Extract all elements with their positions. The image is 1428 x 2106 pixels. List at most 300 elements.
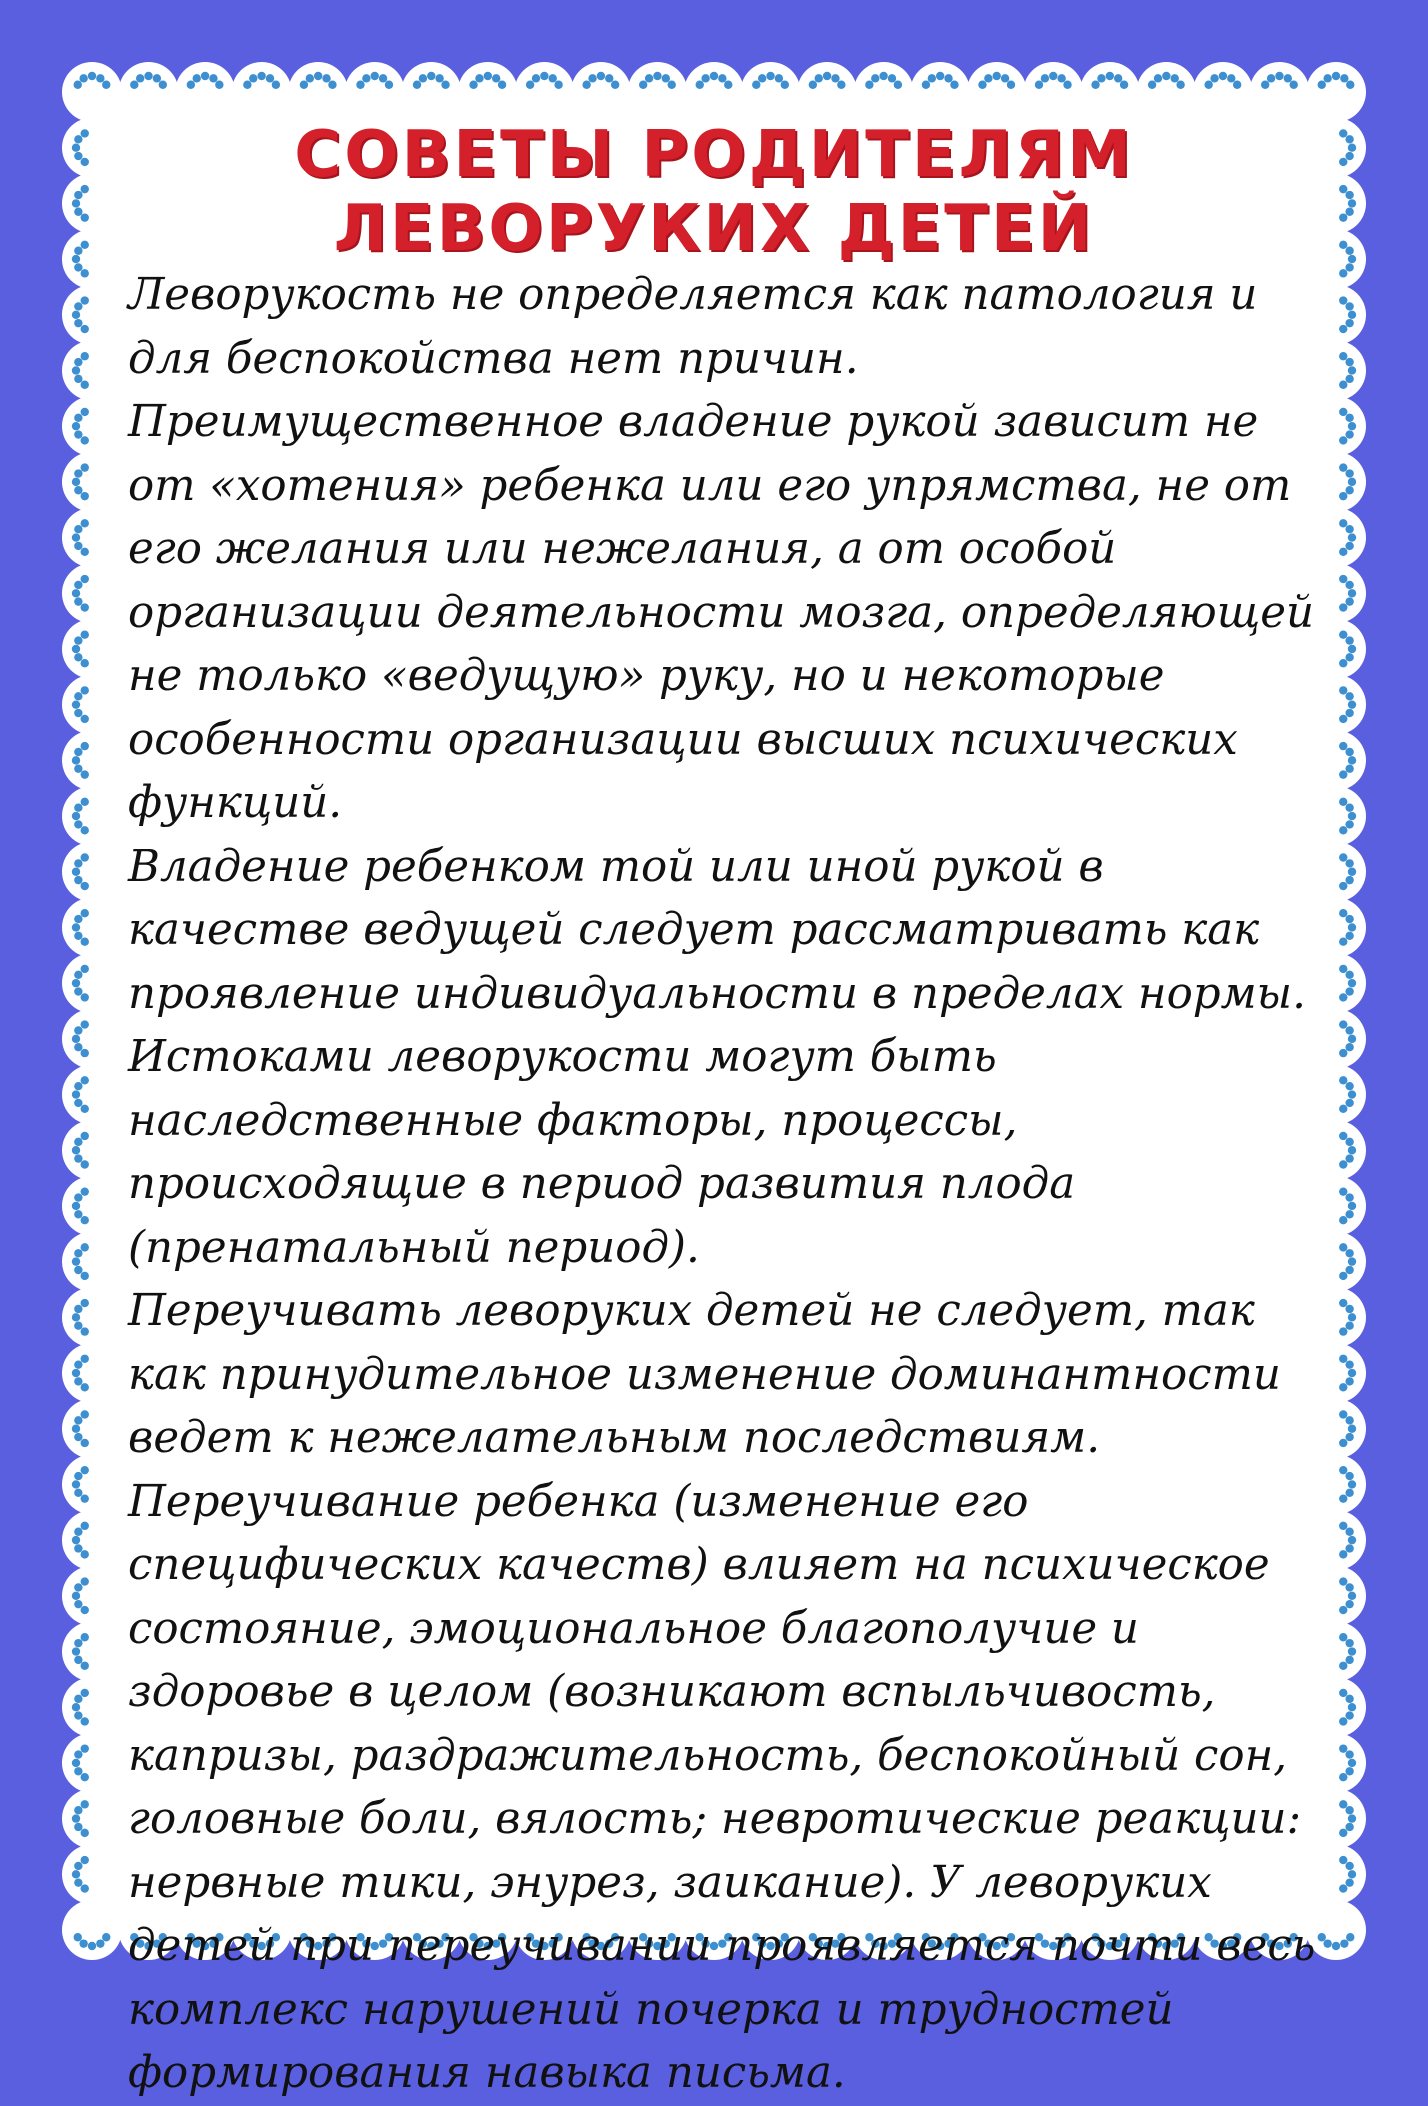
lace-dot <box>74 135 82 143</box>
lace-dot <box>72 1592 80 1600</box>
lace-dot <box>371 72 379 80</box>
lace-dot <box>1348 533 1356 541</box>
lace-dot <box>209 74 217 82</box>
body-text <box>128 264 1318 2106</box>
lace-dot <box>74 1806 82 1814</box>
lace-dot <box>1339 1829 1347 1837</box>
lace-dot <box>1345 803 1353 811</box>
lace-dot <box>81 603 89 611</box>
lace-dot <box>1345 1528 1353 1536</box>
lace-dot <box>81 381 89 389</box>
lace-scallop <box>62 1009 122 1069</box>
lace-dot <box>944 74 952 82</box>
lace-dot <box>1318 81 1326 89</box>
lace-dot <box>1339 938 1347 946</box>
lace-dot <box>1339 965 1347 973</box>
lace-dot <box>1345 1154 1353 1162</box>
lace-dot <box>1348 422 1356 430</box>
lace-dot <box>1345 1639 1353 1647</box>
lace-dot <box>922 81 930 89</box>
lace-dot <box>1345 971 1353 979</box>
lace-dot <box>1339 1633 1347 1641</box>
lace-dot <box>72 199 80 207</box>
lace-dot <box>1348 1369 1356 1377</box>
lace-dot <box>1339 1327 1347 1335</box>
lace-dot <box>1001 74 1009 82</box>
lace-dot <box>469 81 477 89</box>
lace-dot <box>1339 381 1347 389</box>
lace-dot <box>1233 81 1241 89</box>
lace-dot <box>1348 1090 1356 1098</box>
lace-dot <box>894 81 902 89</box>
lace-dot <box>815 74 823 82</box>
lace-dot <box>81 1327 89 1335</box>
lace-dot <box>1345 1193 1353 1201</box>
lace-dot <box>72 1703 80 1711</box>
lace-dot <box>257 72 265 80</box>
lace-dot <box>871 74 879 82</box>
lace-dot <box>81 325 89 333</box>
lace-dot <box>81 1355 89 1363</box>
lace-scallop <box>62 1510 122 1570</box>
lace-dot <box>81 463 89 471</box>
lace-dot <box>1339 1550 1347 1558</box>
lace-dot <box>81 1717 89 1725</box>
lace-dot <box>159 81 167 89</box>
lace-dot <box>1345 1862 1353 1870</box>
lace-dot <box>201 72 209 80</box>
lace-scallop <box>62 786 122 846</box>
lace-dot <box>984 74 992 82</box>
lace-dot <box>74 932 82 940</box>
lace-dot <box>1345 1210 1353 1218</box>
lace-dot <box>79 1939 87 1947</box>
lace-dot <box>809 81 817 89</box>
lace-dot <box>72 311 80 319</box>
lace-dot <box>1345 1305 1353 1313</box>
lace-dot <box>74 1082 82 1090</box>
lace-dot <box>1345 1360 1353 1368</box>
lace-dot <box>549 74 557 82</box>
lace-dot <box>81 882 89 890</box>
lace-dot <box>1339 882 1347 890</box>
lace-dot <box>1275 72 1283 80</box>
lace-dot <box>72 1202 80 1210</box>
lace-scallop <box>571 62 631 122</box>
lace-scallop <box>1136 62 1196 122</box>
paragraph-2: Преимущественное владение рукой зависит не от «хотения» ребенка или его упрямства, не от его желания или нежелания, а от особой организации деятельности мозга, определяющей не только «ведущую» руку, но и некоторые особенности организации высших психических функций. <box>128 397 1315 828</box>
lace-dot <box>1345 1138 1353 1146</box>
lace-dot <box>328 81 336 89</box>
lace-dot <box>72 756 80 764</box>
lace-dot <box>1345 358 1353 366</box>
lace-dot <box>306 74 314 82</box>
lace-dot <box>81 296 89 304</box>
lace-dot <box>72 1536 80 1544</box>
lace-dot <box>1348 1313 1356 1321</box>
lace-dot <box>72 1035 80 1043</box>
lace-scallop <box>627 62 687 122</box>
lace-scallop <box>458 62 518 122</box>
lace-dot <box>1345 1600 1353 1608</box>
lace-dot <box>526 81 534 89</box>
lace-dot <box>950 81 958 89</box>
lace-scallop <box>62 452 122 512</box>
lace-dot <box>72 1870 80 1878</box>
lace-dot <box>74 803 82 811</box>
lace-dot <box>1114 74 1122 82</box>
lace-dot <box>96 74 104 82</box>
lace-dot <box>1345 1377 1353 1385</box>
lace-dot <box>1345 987 1353 995</box>
lace-dot <box>1339 1494 1347 1502</box>
lace-dot <box>72 143 80 151</box>
lace-dot <box>1339 1439 1347 1447</box>
lace-scallop <box>62 1677 122 1737</box>
lace-dot <box>1339 1522 1347 1530</box>
lace-dot <box>74 375 82 383</box>
lace-dot <box>1339 158 1347 166</box>
lace-dot <box>72 645 80 653</box>
lace-dot <box>74 81 82 89</box>
lace-scallop <box>62 1454 122 1514</box>
lace-dot <box>74 1933 82 1941</box>
lace-dot <box>1267 74 1275 82</box>
lace-dot <box>322 74 330 82</box>
lace-scallop <box>62 897 122 957</box>
lace-dot <box>1210 74 1218 82</box>
lace-dot <box>1348 868 1356 876</box>
lace-dot <box>831 74 839 82</box>
lace-dot <box>72 1814 80 1822</box>
lace-dot <box>435 74 443 82</box>
lace-dot <box>74 597 82 605</box>
lace-dot <box>1057 74 1065 82</box>
lace-dot <box>96 1939 104 1947</box>
lace-scallop <box>854 62 914 122</box>
lace-scallop <box>401 62 461 122</box>
lace-dot <box>1348 923 1356 931</box>
lace-dot <box>1339 603 1347 611</box>
lace-dot <box>1345 1321 1353 1329</box>
lace-dot <box>1345 525 1353 533</box>
lace-dot <box>81 1494 89 1502</box>
lace-dot <box>74 1138 82 1146</box>
lace-scallop <box>62 842 122 902</box>
lace-dot <box>1007 81 1015 89</box>
lace-dot <box>74 581 82 589</box>
lace-dot <box>81 1800 89 1808</box>
lace-dot <box>1348 1480 1356 1488</box>
lace-dot <box>1339 1187 1347 1195</box>
lace-dot <box>1345 208 1353 216</box>
lace-dot <box>1348 1035 1356 1043</box>
lace-dot <box>1041 74 1049 82</box>
lace-dot <box>1339 241 1347 249</box>
lace-dot <box>1345 1544 1353 1552</box>
lace-dot <box>74 636 82 644</box>
lace-dot <box>81 519 89 527</box>
lace-dot <box>74 1305 82 1313</box>
lace-dot <box>540 72 548 80</box>
lace-dot <box>752 81 760 89</box>
lace-dot <box>1345 765 1353 773</box>
lace-dot <box>74 1377 82 1385</box>
lace-dot <box>1339 1076 1347 1084</box>
lace-dot <box>74 1210 82 1218</box>
lace-dot <box>74 1544 82 1552</box>
lace-dot <box>74 1360 82 1368</box>
lace-dot <box>1348 1425 1356 1433</box>
lace-scallop <box>62 1622 122 1682</box>
lace-dot <box>72 1313 80 1321</box>
lace-dot <box>978 81 986 89</box>
lace-dot <box>1348 1703 1356 1711</box>
lace-dot <box>1345 636 1353 644</box>
lace-dot <box>823 72 831 80</box>
lace-dot <box>74 1472 82 1480</box>
lace-dot <box>1332 72 1340 80</box>
lace-dot <box>1345 1750 1353 1758</box>
lace-dot <box>1340 74 1348 82</box>
lace-dot <box>1323 1939 1331 1947</box>
lace-dot <box>74 1249 82 1257</box>
lace-dot <box>1345 247 1353 255</box>
lace-dot <box>1339 492 1347 500</box>
lace-dot <box>1339 1689 1347 1697</box>
lace-scallop <box>62 1287 122 1347</box>
lace-dot <box>1339 1577 1347 1585</box>
lace-dot <box>1339 826 1347 834</box>
lace-dot <box>605 74 613 82</box>
lace-dot <box>1345 135 1353 143</box>
lace-dot <box>1339 408 1347 416</box>
lace-dot <box>74 1639 82 1647</box>
lace-dot <box>81 1439 89 1447</box>
lace-dot <box>72 868 80 876</box>
lace-dot <box>74 653 82 661</box>
lace-dot <box>81 1744 89 1752</box>
lace-dot <box>72 478 80 486</box>
lace-dot <box>532 74 540 82</box>
lace-dot <box>1345 1823 1353 1831</box>
lace-dot <box>1339 1243 1347 1251</box>
lace-dot <box>72 1146 80 1154</box>
lace-dot <box>1345 1695 1353 1703</box>
lace-scallop <box>62 1232 122 1292</box>
lace-scallop <box>1080 62 1140 122</box>
lace-dot <box>266 74 274 82</box>
lace-dot <box>1345 1266 1353 1274</box>
lace-dot <box>1345 1099 1353 1107</box>
lace-dot <box>1345 1472 1353 1480</box>
lace-dot <box>81 269 89 277</box>
lace-dot <box>1345 1416 1353 1424</box>
lace-dot <box>639 81 647 89</box>
lace-dot <box>88 72 96 80</box>
lace-dot <box>81 686 89 694</box>
lace-dot <box>662 74 670 82</box>
lace-dot <box>74 748 82 756</box>
lace-dot <box>1332 1942 1340 1950</box>
lace-scallop <box>62 675 122 735</box>
lace-dot <box>81 826 89 834</box>
lace-scallop <box>62 563 122 623</box>
lace-scallop <box>62 1399 122 1459</box>
lace-dot <box>74 1767 82 1775</box>
lace-dot <box>249 74 257 82</box>
lace-scallop <box>62 730 122 790</box>
lace-dot <box>413 81 421 89</box>
lace-dot <box>314 72 322 80</box>
lace-dot <box>1345 1583 1353 1591</box>
lace-scallop <box>62 173 122 233</box>
lace-dot <box>1346 81 1354 89</box>
lace-dot <box>74 247 82 255</box>
lace-dot <box>1345 653 1353 661</box>
lace-dot <box>1154 74 1162 82</box>
lace-dot <box>1339 269 1347 277</box>
lace-dot <box>88 1942 96 1950</box>
lace-dot <box>81 1105 89 1113</box>
lace-dot <box>1345 486 1353 494</box>
lace-scallop <box>288 62 348 122</box>
lace-dot <box>153 74 161 82</box>
lace-dot <box>1345 375 1353 383</box>
lace-dot <box>1345 1026 1353 1034</box>
lace-dot <box>1339 1355 1347 1363</box>
lace-dot <box>74 1862 82 1870</box>
lace-dot <box>74 1266 82 1274</box>
lace-dot <box>484 72 492 80</box>
lace-dot <box>81 770 89 778</box>
lace-scallop <box>62 229 122 289</box>
lace-dot <box>81 1606 89 1614</box>
lace-dot <box>492 74 500 82</box>
lace-dot <box>74 152 82 160</box>
lace-dot <box>1339 1606 1347 1614</box>
lace-dot <box>74 1600 82 1608</box>
lace-dot <box>1339 1299 1347 1307</box>
lace-dot <box>74 1695 82 1703</box>
lace-dot <box>1035 81 1043 89</box>
lace-dot <box>1348 1647 1356 1655</box>
lace-dot <box>74 1193 82 1201</box>
lace-dot <box>1171 74 1179 82</box>
lace-dot <box>1339 213 1347 221</box>
lace-scallop <box>62 1065 122 1125</box>
lace-dot <box>1339 325 1347 333</box>
lace-dot <box>1339 1466 1347 1474</box>
lace-dot <box>81 1272 89 1280</box>
lace-dot <box>72 1369 80 1377</box>
lace-dot <box>74 1043 82 1051</box>
lace-dot <box>427 72 435 80</box>
lace-dot <box>1339 185 1347 193</box>
lace-dot <box>1345 302 1353 310</box>
lace-dot <box>81 158 89 166</box>
lace-dot <box>81 1132 89 1140</box>
lace-dot <box>1345 581 1353 589</box>
lace-dot <box>130 81 138 89</box>
lace-scallop <box>684 62 744 122</box>
lace-dot <box>419 74 427 82</box>
lace-dot <box>888 74 896 82</box>
lace-dot <box>1318 1933 1326 1941</box>
lace-dot <box>1348 366 1356 374</box>
lace-scallop <box>345 62 405 122</box>
lace-dot <box>1345 748 1353 756</box>
paragraph-3: Владение ребенком той или иной рукой в качестве ведущей следует рассматривать как проявление индивидуальности в пределах нормы. <box>128 841 1306 1019</box>
lace-dot <box>1339 519 1347 527</box>
lace-dot <box>81 352 89 360</box>
lace-dot <box>74 263 82 271</box>
lace-dot <box>1345 932 1353 940</box>
lace-dot <box>102 81 110 89</box>
lace-dot <box>1348 756 1356 764</box>
page-title: СОВЕТЫ РОДИТЕЛЯМ ЛЕВОРУКИХ ДЕТЕЙ <box>294 118 1134 266</box>
lace-dot <box>1345 430 1353 438</box>
lace-dot <box>1348 143 1356 151</box>
lace-dot <box>74 915 82 923</box>
lace-dot <box>74 876 82 884</box>
lace-dot <box>74 486 82 494</box>
lace-dot <box>1339 1884 1347 1892</box>
lace-dot <box>1345 709 1353 717</box>
lace-dot <box>1339 686 1347 694</box>
lace-dot <box>72 979 80 987</box>
lace-dot <box>645 74 653 82</box>
lace-dot <box>837 81 845 89</box>
lace-dot <box>74 1656 82 1664</box>
lace-dot <box>1348 1536 1356 1544</box>
lace-dot <box>1091 81 1099 89</box>
lace-dot <box>72 1257 80 1265</box>
lace-dot <box>1345 1806 1353 1814</box>
lace-dot <box>1339 1132 1347 1140</box>
lace-dot <box>81 1884 89 1892</box>
paragraph-4: Истоками леворукости могут быть наследственные факторы, процессы, происходящие в период развития плода (пренатальный период). <box>128 1032 1076 1273</box>
lace-dot <box>72 1759 80 1767</box>
lace-scallop <box>62 1343 122 1403</box>
lace-dot <box>74 1583 82 1591</box>
lace-dot <box>81 1243 89 1251</box>
lace-dot <box>74 1416 82 1424</box>
lace-dot <box>1339 1744 1347 1752</box>
lace-dot <box>1348 812 1356 820</box>
lace-dot <box>81 1299 89 1307</box>
lace-dot <box>993 72 1001 80</box>
lace-dot <box>1345 1489 1353 1497</box>
lace-dot <box>1162 72 1170 80</box>
lace-dot <box>1339 853 1347 861</box>
lace-dot <box>1345 1656 1353 1664</box>
lace-dot <box>81 1773 89 1781</box>
lace-dot <box>1345 542 1353 550</box>
lace-dot <box>1339 742 1347 750</box>
lace-scallop <box>1193 62 1253 122</box>
lace-dot <box>1345 469 1353 477</box>
lace-dot <box>1339 296 1347 304</box>
lace-dot <box>81 1466 89 1474</box>
lace-dot <box>74 1433 82 1441</box>
lace-dot <box>74 765 82 773</box>
lace-dot <box>597 72 605 80</box>
lace-scallop <box>62 1566 122 1626</box>
lace-scallop <box>62 1844 122 1904</box>
lace-scallop <box>62 619 122 679</box>
lace-dot <box>1339 715 1347 723</box>
